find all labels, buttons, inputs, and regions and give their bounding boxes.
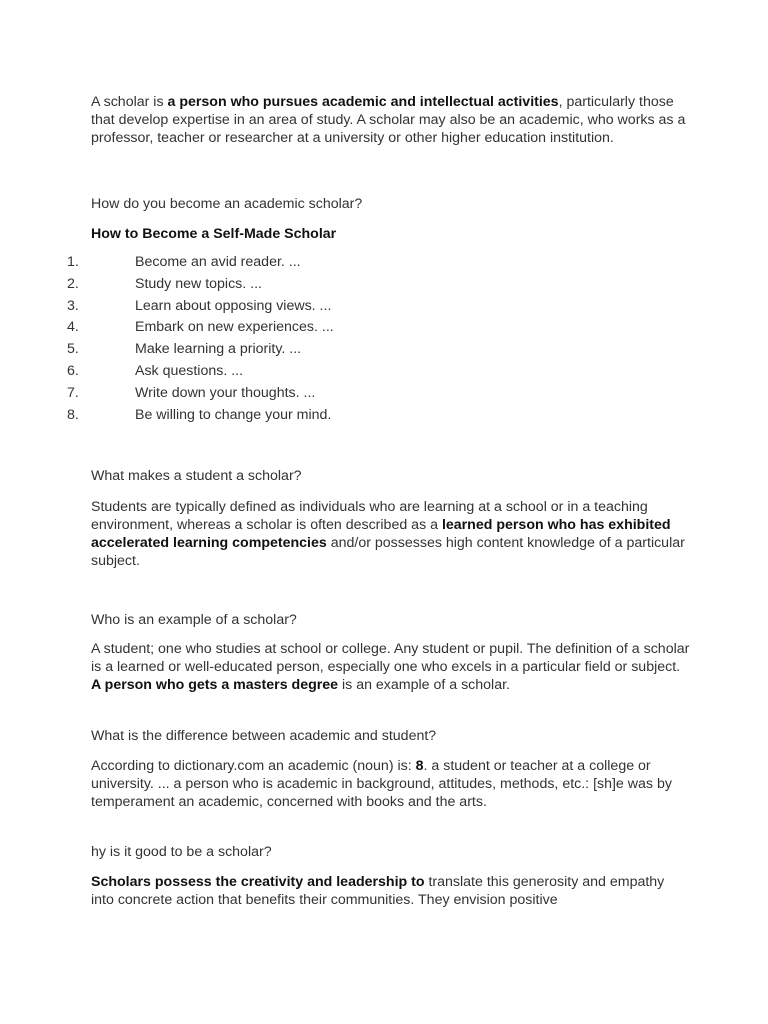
- intro-paragraph: [91, 93, 691, 147]
- intro-bold-text: a person who pursues academic and intellectual activities: [167, 94, 559, 110]
- question-become-scholar: How do you become an academic scholar?: [91, 196, 363, 212]
- list-item: [0, 297, 768, 319]
- answer-bold-text: A person who gets a masters degree: [91, 677, 339, 693]
- list-text: Study new topics. ...: [135, 275, 262, 292]
- answer-text: According to dictionary.com an academic (noun) is:: [91, 758, 416, 774]
- answer-text-rest: is an example of a scholar.: [338, 677, 510, 693]
- answer-text-rest: . a student or teacher at a college or university. ... a person who is academic in background, attitudes, methods, etc.: [sh]e was by temperament an academic, concerned with books and the arts.: [91, 758, 672, 810]
- section-heading: How to Become a Self-Made Scholar: [91, 226, 337, 242]
- list-text: Embark on new experiences. ...: [135, 319, 334, 336]
- list-text: Be willing to change your mind.: [135, 406, 332, 423]
- list-number: 7.: [67, 384, 79, 401]
- question-student-scholar: What makes a student a scholar?: [91, 468, 302, 484]
- answer-text: Students are typically defined as individuals who are learning at a school or in a teaching environment, whereas a scholar is often described as a: [91, 499, 648, 533]
- list-item: [0, 253, 768, 275]
- answer-academic-student: [91, 757, 691, 811]
- list-number: 5.: [67, 341, 79, 358]
- list-number: 6.: [67, 362, 79, 379]
- list-item: [0, 275, 768, 297]
- answer-text: A student; one who studies at school or college. Any student or pupil. The definition of a scholar is a learned or well-educated person, especially one who excels in a particular field or subject.: [91, 641, 690, 675]
- list-number: 4.: [67, 319, 79, 336]
- list-number: 8.: [67, 406, 79, 423]
- answer-student-scholar: [91, 498, 691, 570]
- list-text: Learn about opposing views. ...: [135, 297, 332, 314]
- list-item: [0, 362, 768, 384]
- list-item: [0, 340, 768, 362]
- question-academic-student: What is the difference between academic and student?: [91, 728, 437, 744]
- list-item: [0, 318, 768, 340]
- answer-bold-text: Scholars possess the creativity and leadership to: [91, 874, 425, 890]
- answer-bold-text: learned person who has exhibited accelerated learning competencies: [91, 517, 671, 551]
- answer-text-rest: translate this generosity and empathy into concrete action that benefits their communities. They envision positive: [91, 874, 665, 908]
- list-number: 2.: [67, 275, 79, 292]
- intro-text: A scholar is: [91, 94, 168, 110]
- intro-text-rest: , particularly those that develop expertise in an area of study. A scholar may also be an academic, who works as a professor, teacher or researcher at a university or other higher education institution.: [91, 94, 686, 146]
- list-text: Ask questions. ...: [135, 362, 244, 379]
- list-item: [0, 384, 768, 406]
- list-number: 1.: [67, 254, 79, 270]
- answer-good-scholar: [91, 873, 691, 909]
- question-example-scholar: Who is an example of a scholar?: [91, 612, 297, 628]
- answer-text-rest: and/or possesses high content knowledge of a particular subject.: [91, 535, 685, 569]
- list-item: [0, 406, 768, 428]
- question-good-scholar: hy is it good to be a scholar?: [91, 844, 272, 860]
- steps-list: [0, 253, 768, 427]
- answer-bold-text: 8: [415, 758, 424, 774]
- list-text: Write down your thoughts. ...: [135, 384, 316, 401]
- list-text: Become an avid reader. ...: [135, 254, 301, 270]
- list-number: 3.: [67, 297, 79, 314]
- list-text: Make learning a priority. ...: [135, 341, 302, 358]
- answer-example-scholar: [91, 640, 691, 694]
